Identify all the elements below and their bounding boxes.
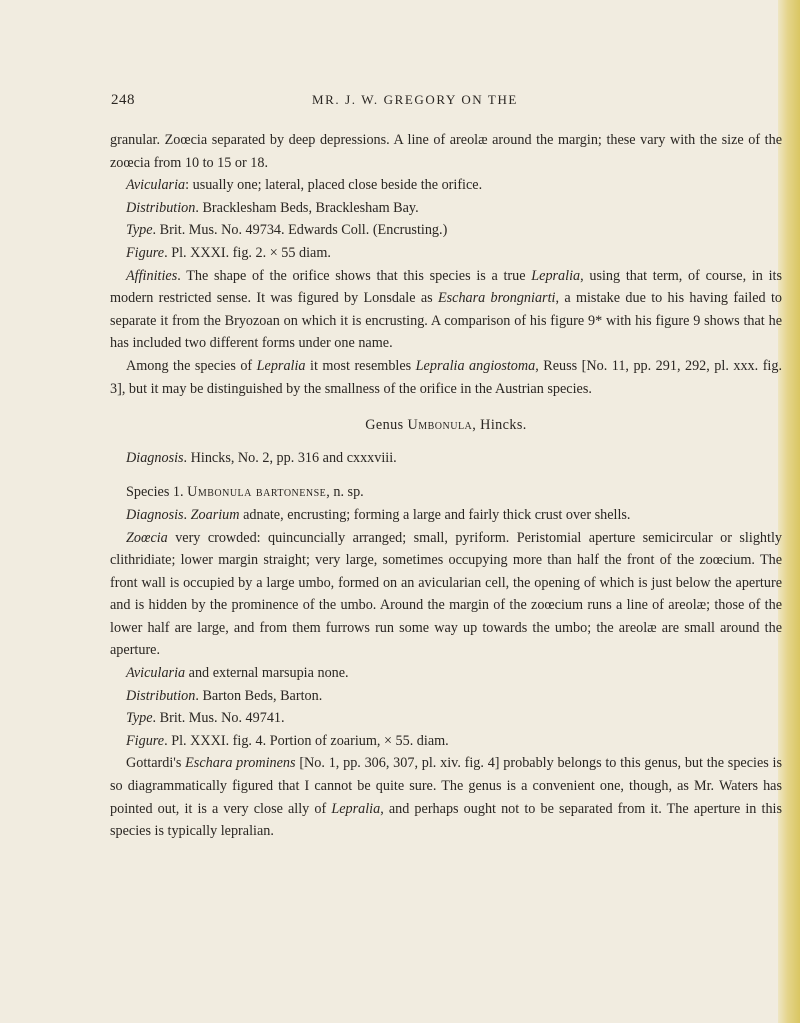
running-title: MR. J. W. GREGORY ON THE [312, 92, 518, 107]
body-text [110, 129, 782, 843]
paragraph [110, 447, 782, 470]
italic-run: Lepralia angiostoma [415, 357, 536, 374]
text-run: , a mistake due to his having failed to separate it from the Bryozoan on which it is encrusting. A comparison of his figure 9* with his figure 9 shows that he has included two different forms under one name. [110, 290, 782, 352]
italic-run: Distribution [126, 687, 196, 704]
italic-run: Type [126, 222, 153, 239]
paragraph [110, 752, 782, 842]
paragraph [110, 129, 782, 174]
paragraph [110, 685, 782, 708]
text-run: and external marsupia none. [185, 665, 349, 682]
italic-run: Avicularia [126, 177, 186, 194]
italic-run: Zoœcia [126, 529, 168, 546]
paragraph [110, 730, 782, 753]
text-run: , Reuss [No. 11, pp. 291, 292, pl. xxx. fig. 3], but it may be distinguished by the smallness of the orifice in the Austrian species. [110, 357, 782, 397]
text-run: Genus [365, 417, 408, 434]
text-run: : usually one; lateral, placed close beside the orifice. [185, 177, 483, 194]
text-run: very crowded: quincuncially arranged; small, pyriform. Peristomial aperture semicircular or slightly clithridiate; lower margin straight; very large, sometimes occupying more than half the front of the zoœcium. The front wall is occupied by a large umbo, formed on an avicularian cell, the opening of which is just below the aperture and is hidden by the prominence of the umbo. Around the margin of the zoœcium runs a line of areolæ; those of the lower half are large, and from them furrows run some way up towards the umbo; the areolæ are small around the aperture. [110, 529, 782, 659]
text-run: Species 1. [126, 484, 188, 501]
italic-run: Eschara brongniarti [437, 290, 556, 307]
paragraph [110, 265, 782, 355]
italic-run: Figure [126, 244, 165, 261]
paragraph [110, 504, 782, 527]
italic-run: Eschara prominens [185, 755, 296, 772]
running-head [0, 92, 800, 112]
italic-run: Lepralia [256, 357, 306, 374]
paragraph [110, 219, 782, 242]
italic-run: Affinities [126, 267, 178, 284]
italic-run: Type [126, 710, 153, 727]
paragraph [110, 527, 782, 663]
italic-run: Zoarium [190, 506, 240, 523]
text-run: , using that term, of course, in its modern restricted sense. It was figured by Lonsdale as [110, 267, 782, 307]
paragraph [110, 197, 782, 220]
text-run: adnate, encrusting; forming a large and fairly thick crust over shells. [239, 506, 631, 523]
text-run: granular. Zoœcia separated by deep depressions. A line of areolæ around the margin; these vary with the size of the zoœcia from 10 to 15 or 18. [110, 132, 782, 171]
text-run: . Barton Beds, Barton. [195, 687, 323, 704]
text-run: Gottardi's [126, 755, 186, 772]
text-run: , Hincks. [472, 417, 527, 434]
paragraph [110, 707, 782, 730]
text-run: . Brit. Mus. No. 49734. Edwards Coll. (Encrusting.) [152, 222, 448, 239]
paragraph [110, 481, 782, 504]
text-run: Among the species of [126, 357, 257, 374]
text-run: . [183, 506, 191, 523]
text-run: , n. sp. [326, 484, 364, 501]
page-number: 248 [111, 92, 135, 108]
italic-run: Diagnosis [126, 449, 184, 466]
section-heading [110, 414, 782, 437]
paragraph [110, 174, 782, 197]
paragraph [110, 662, 782, 685]
italic-run: Avicularia [126, 665, 186, 682]
italic-run: Figure [126, 732, 165, 749]
paragraph [110, 355, 782, 400]
text-run: it most resembles [305, 357, 416, 374]
text-run: . Hincks, No. 2, pp. 316 and cxxxviii. [183, 449, 397, 466]
small-caps-run: Umbonula [407, 417, 473, 434]
paragraph [110, 242, 782, 265]
italic-run: Distribution [126, 199, 196, 216]
italic-run: Lepralia [331, 800, 381, 817]
text-run: . The shape of the orifice shows that this species is a true [177, 267, 532, 284]
text-run: [No. 1, pp. 306, 307, pl. xiv. fig. 4] probably belongs to this genus, but the species is so diagrammatically figured that I cannot be quite sure. The genus is a convenient one, though, as Mr. Waters has pointed out, it is a very close ally of [110, 755, 783, 817]
text-run: . Bracklesham Beds, Bracklesham Bay. [195, 199, 419, 216]
text-run: . Pl. XXXI. fig. 2. × 55 diam. [164, 244, 331, 261]
text-run: . Pl. XXXI. fig. 4. Portion of zoarium, × 55. diam. [164, 732, 449, 749]
text-run: , and perhaps ought not to be separated from it. The aperture in this species is typically lepralian. [110, 800, 783, 840]
text-run: . Brit. Mus. No. 49741. [152, 710, 285, 727]
italic-run: Lepralia [531, 267, 581, 284]
small-caps-run: Umbonula bartonense [187, 484, 327, 501]
italic-run: Diagnosis [126, 506, 184, 523]
